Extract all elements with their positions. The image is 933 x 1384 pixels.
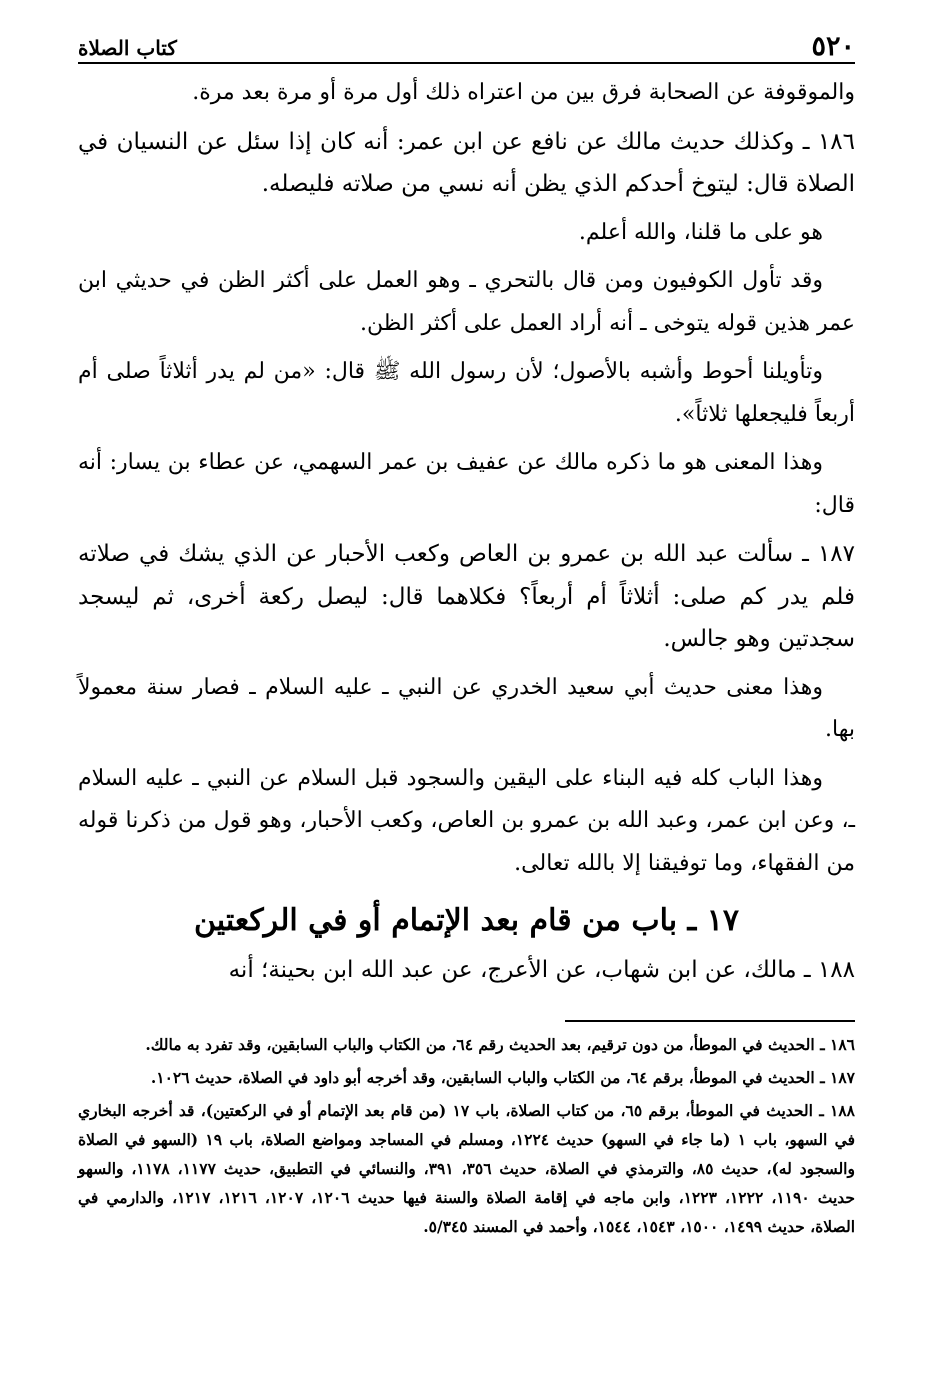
paragraph: والموقوفة عن الصحابة فرق بين من اعتراه ذلك أول مرة أو مرة بعد مرة. — [192, 80, 855, 105]
paragraph: وهذا المعنى هو ما ذكره مالك عن عفيف بن عمر السهمي، عن عطاء بن يسار: أنه قال: — [78, 450, 855, 518]
paragraph: وهذا معنى حديث أبي سعيد الخدري عن النبي ـ عليه السلام ـ فصار سنة معمولاً بها. — [78, 674, 855, 742]
chapter-title: ١٧ ـ باب من قام بعد الإتمام أو في الركعتين — [193, 903, 740, 938]
page-number: ٥٢٠ — [811, 31, 855, 62]
running-title: كتاب الصلاة — [78, 36, 177, 60]
footnotes — [78, 1030, 855, 1241]
paragraph: هو على ما قلنا، والله أعلم. — [578, 219, 823, 245]
paragraph: وتأويلنا أحوط وأشبه بالأصول؛ لأن رسول الله ﷺ قال: «من لم يدر أثلاثاً صلى أم أربعاً فليجعلها ثلاثاً». — [78, 359, 855, 427]
page-header — [78, 28, 855, 64]
hadith-188: ١٨٨ ـ مالك، عن ابن شهاب، عن الأعرج، عن عبد الله ابن بحينة؛ أنه — [228, 957, 855, 983]
footnote-divider — [565, 1020, 855, 1022]
paragraph: وقد تأول الكوفيون ومن قال بالتحري ـ وهو العمل على أكثر الظن في حديثي ابن عمر هذين قوله يتوخى ـ أنه أراد العمل على أكثر الظن. — [78, 268, 855, 336]
main-text — [78, 72, 855, 992]
footnote-188: ١٨٨ ـ الحديث في الموطأ، برقم ٦٥، من كتاب الصلاة، باب ١٧ (من قام بعد الإتمام أو في الركعتين)، قد أخرجه البخاري في السهو، باب ١ (ما جاء في السهو) حديث ١٢٢٤، ومسلم في المساجد ومواضع الصلاة، باب ١٩ (السهو في الصلاة والسجود له)، حديث ٨٥، والترمذي في الصلاة، حديث ٣٥٦، ٣٩١، والنسائي في التطبيق، حديث ١١٧٧، ١١٧٨، والسهو حديث ١١٩٠، ١٢٢٢، ١٢٢٣، وابن ماجه في إقامة الصلاة والسنة فيها حديث ١٢٠٦، ١٢٠٧، ١٢١٦، ١٢١٧، والدارمي في الصلاة، حديث ١٤٩٩، ١٥٠٠، ١٥٤٣، ١٥٤٤، وأحمد في المسند ٥/٣٤٥. — [78, 1100, 855, 1236]
hadith-187: ١٨٧ ـ سألت عبد الله بن عمرو بن العاص وكعب الأحبار عن الذي يشك في صلاته فلم يدر كم صلى: أثلاثاً أم أربعاً؟ فكلاهما قال: ليصل ركعة أخرى، ثم ليسجد سجدتين وهو جالس. — [78, 541, 855, 652]
hadith-186: ١٨٦ ـ وكذلك حديث مالك عن نافع عن ابن عمر: أنه كان إذا سئل عن النسيان في الصلاة قال: ليتوخ أحدكم الذي يظن أنه نسي من صلاته فليصله. — [78, 128, 855, 197]
paragraph: وهذا الباب كله فيه البناء على اليقين والسجود قبل السلام عن النبي ـ عليه السلام ـ، وعن ابن عمر، وعبد الله بن عمرو بن العاص، وكعب الأحبار، وهو قول من ذكرنا قوله من الفقهاء، وما توفيقنا إلا بالله تعالى. — [78, 765, 855, 876]
footnote-186: ١٨٦ ـ الحديث في الموطأ، من دون ترقيم، بعد الحديث رقم ٦٤، من الكتاب والباب السابقين، وقد تفرد به مالك. — [145, 1034, 855, 1054]
footnote-187: ١٨٧ ـ الحديث في الموطأ، برقم ٦٤، من الكتاب والباب السابقين، وقد أخرجه أبو داود في الصلاة، حديث ١٠٢٦. — [150, 1067, 855, 1087]
